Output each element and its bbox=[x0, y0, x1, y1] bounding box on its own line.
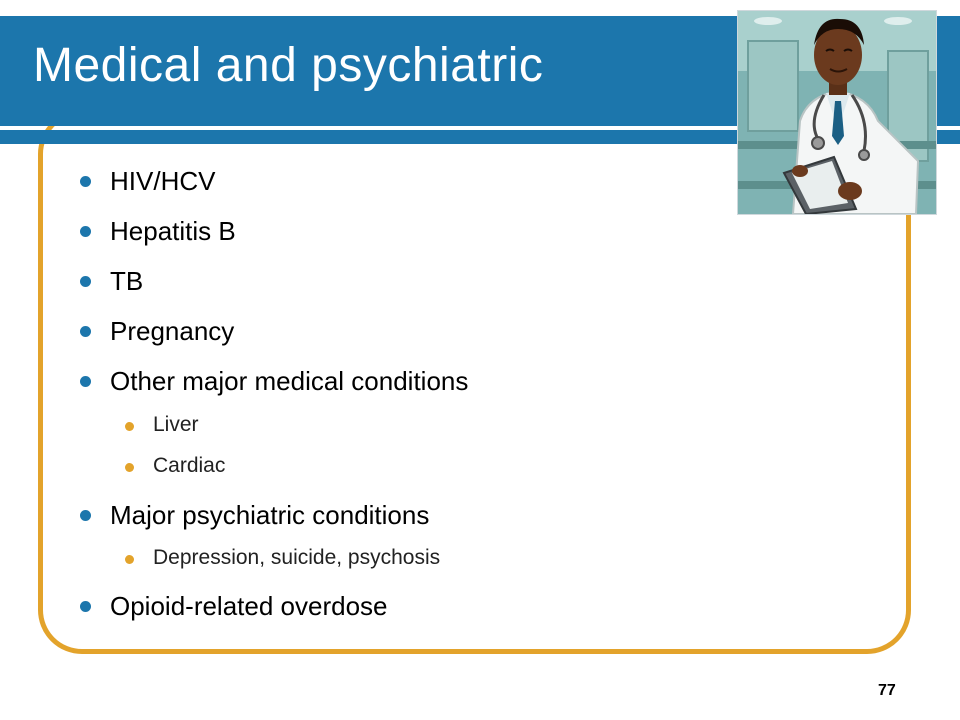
list-item-text: Liver bbox=[153, 413, 199, 436]
list-item bbox=[110, 266, 143, 297]
list-item-text: Major psychiatric conditions bbox=[110, 500, 430, 530]
list-item bbox=[110, 366, 468, 397]
list-item-text: Cardiac bbox=[153, 454, 226, 477]
bullet-dot-icon bbox=[80, 176, 91, 187]
slide-title: Medical and psychiatric bbox=[33, 39, 544, 92]
list-item-text: Other major medical conditions bbox=[110, 366, 469, 396]
list-item bbox=[110, 591, 388, 622]
list-item-text: Depression, suicide, psychosis bbox=[153, 546, 441, 569]
doctor-with-clipboard-icon bbox=[738, 11, 936, 214]
bullet-dot-icon bbox=[80, 601, 91, 612]
list-item bbox=[153, 546, 440, 570]
list-item bbox=[110, 316, 234, 347]
doctor-clipart bbox=[737, 10, 937, 215]
list-item-text: HIV/HCV bbox=[110, 166, 216, 196]
list-item bbox=[110, 500, 429, 531]
list-item-text: TB bbox=[110, 266, 144, 296]
list-item bbox=[153, 413, 199, 437]
list-item-text: Hepatitis B bbox=[110, 216, 236, 246]
list-item bbox=[153, 454, 225, 478]
list-item bbox=[110, 216, 236, 247]
bullet-dot-icon bbox=[80, 276, 91, 287]
sub-bullet-dot-icon bbox=[125, 422, 134, 431]
sub-bullet-dot-icon bbox=[125, 463, 134, 472]
bullet-dot-icon bbox=[80, 510, 91, 521]
page-number: 77 bbox=[878, 682, 896, 699]
list-item-text: Opioid-related overdose bbox=[110, 591, 388, 621]
list-item-text: Pregnancy bbox=[110, 316, 235, 346]
bullet-dot-icon bbox=[80, 376, 91, 387]
bullet-dot-icon bbox=[80, 326, 91, 337]
bullet-dot-icon bbox=[80, 226, 91, 237]
list-item bbox=[110, 166, 215, 197]
sub-bullet-dot-icon bbox=[125, 555, 134, 564]
